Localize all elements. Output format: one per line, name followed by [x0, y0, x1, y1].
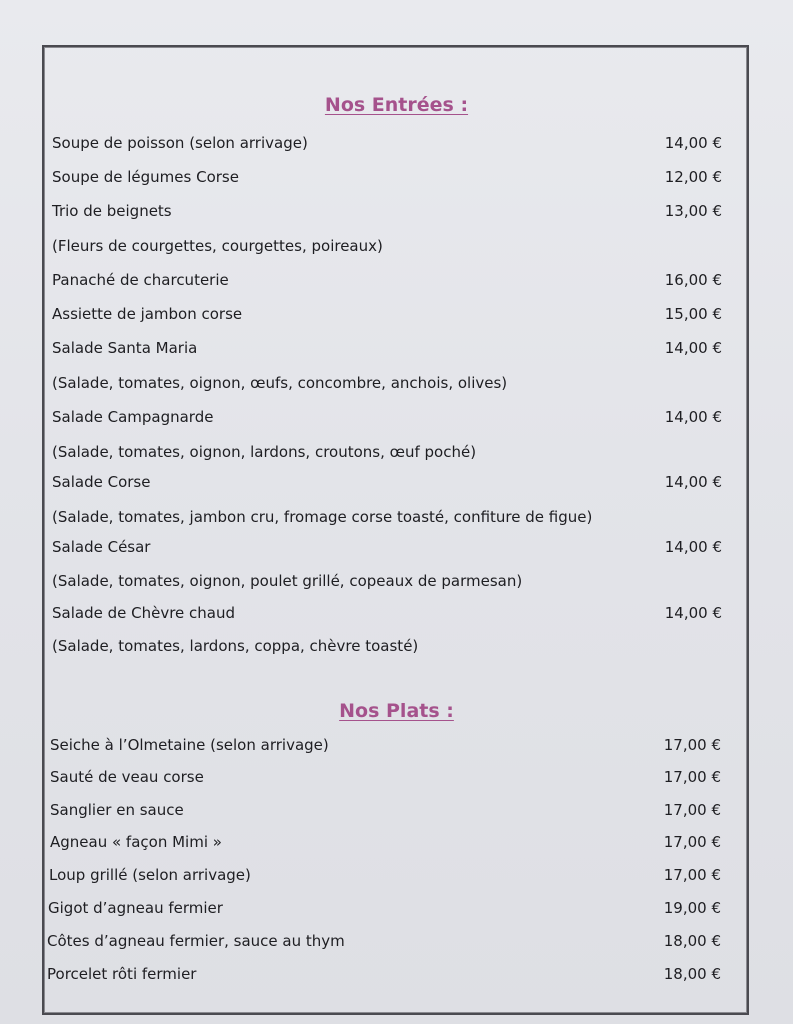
item-name: Panaché de charcuterie — [52, 271, 229, 289]
item-price: 12,00 € — [664, 168, 722, 186]
item-price: 18,00 € — [663, 932, 721, 950]
description-text: (Salade, tomates, oignon, poulet grillé, copeaux de parmesan) — [52, 572, 523, 590]
entrees-heading: Nos Entrées : — [324, 94, 469, 116]
plats-heading: Nos Plats : — [339, 700, 454, 722]
item-name: Soupe de légumes Corse — [52, 168, 239, 186]
description-text: (Salade, tomates, oignon, lardons, croutons, œuf poché) — [52, 443, 477, 461]
item-price: 17,00 € — [663, 736, 721, 754]
item-price: 18,00 € — [663, 965, 721, 983]
description-text: (Salade, tomates, jambon cru, fromage corse toasté, confiture de figue) — [52, 508, 593, 526]
menu-item — [52, 336, 722, 360]
item-name: Loup grillé (selon arrivage) — [49, 866, 251, 884]
description-text: (Salade, tomates, oignon, œufs, concombre, anchois, olives) — [52, 374, 508, 392]
description-text: (Salade, tomates, lardons, coppa, chèvre toasté) — [52, 637, 419, 655]
item-price: 17,00 € — [663, 768, 721, 786]
item-price: 14,00 € — [664, 473, 722, 491]
item-price: 17,00 € — [663, 833, 721, 851]
item-price: 13,00 € — [664, 202, 722, 220]
item-price: 19,00 € — [663, 899, 721, 917]
item-price: 17,00 € — [663, 801, 721, 819]
item-price: 15,00 € — [664, 305, 722, 323]
item-price: 17,00 € — [663, 866, 721, 884]
menu-item — [50, 830, 721, 854]
item-name: Salade César — [52, 538, 151, 556]
item-description — [52, 634, 722, 658]
menu-item — [52, 268, 722, 292]
item-description — [52, 371, 722, 395]
menu-item — [50, 733, 721, 757]
item-name: Trio de beignets — [52, 202, 172, 220]
item-description — [52, 505, 722, 529]
item-description — [52, 569, 722, 593]
item-name: Salade Santa Maria — [52, 339, 198, 357]
item-name: Soupe de poisson (selon arrivage) — [52, 134, 308, 152]
menu-item — [52, 131, 722, 155]
menu-item — [52, 302, 722, 326]
item-price: 14,00 € — [664, 408, 722, 426]
item-name: Gigot d’agneau fermier — [48, 899, 223, 917]
item-price: 14,00 € — [664, 339, 722, 357]
item-name: Assiette de jambon corse — [52, 305, 243, 323]
item-name: Sanglier en sauce — [50, 801, 184, 819]
item-name: Salade Corse — [52, 473, 151, 491]
item-price: 14,00 € — [664, 604, 722, 622]
description-text: (Fleurs de courgettes, courgettes, poireaux) — [52, 237, 383, 255]
item-name: Sauté de veau corse — [50, 768, 204, 786]
item-description — [52, 440, 722, 464]
menu-item — [47, 929, 721, 953]
menu-item — [52, 601, 722, 625]
menu-item — [52, 165, 722, 189]
item-name: Seiche à l’Olmetaine (selon arrivage) — [50, 736, 329, 754]
menu-item — [52, 470, 722, 494]
menu-item — [49, 863, 721, 887]
item-name: Salade de Chèvre chaud — [52, 604, 236, 622]
item-name: Salade Campagnarde — [52, 408, 214, 426]
menu-item — [52, 535, 722, 559]
menu-item — [47, 962, 721, 986]
item-price: 14,00 € — [664, 538, 722, 556]
menu-item — [52, 405, 722, 429]
item-description — [52, 234, 722, 258]
item-name: Agneau « façon Mimi » — [50, 833, 222, 851]
item-name: Porcelet rôti fermier — [47, 965, 197, 983]
item-price: 16,00 € — [664, 271, 722, 289]
menu-item — [50, 798, 721, 822]
menu-item — [50, 765, 721, 789]
menu-item — [52, 199, 722, 223]
menu-item — [48, 896, 721, 920]
item-name: Côtes d’agneau fermier, sauce au thym — [47, 932, 345, 950]
item-price: 14,00 € — [664, 134, 722, 152]
